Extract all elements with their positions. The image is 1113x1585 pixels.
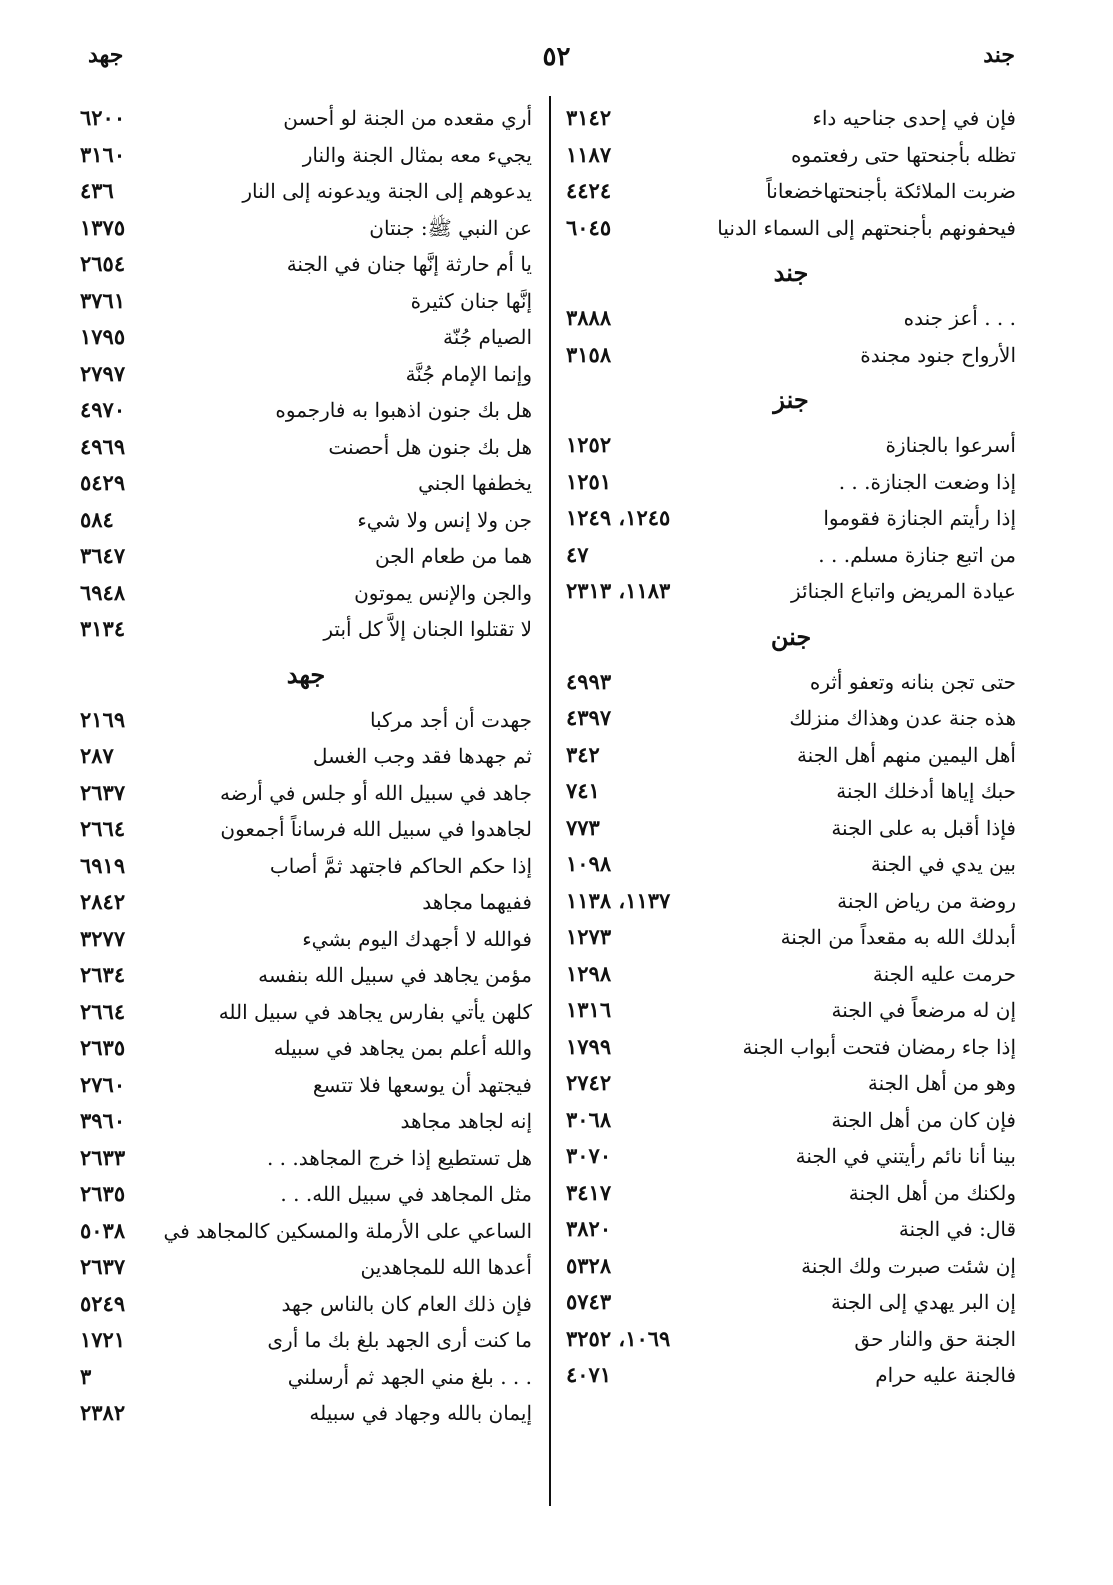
index-entry	[80, 538, 532, 575]
index-entry	[566, 464, 1016, 501]
entry-text: فيحفونهم بأجنحتهم إلى السماء الدنيا	[717, 215, 1016, 240]
entry-text: إذا رأيتم الجنازة فقوموا	[823, 506, 1016, 530]
entry-text: وهو من أهل الجنة	[867, 1071, 1016, 1095]
index-entry	[566, 664, 1016, 701]
entry-text: لا تقتلوا الجنان إلاَّ كل أبتر	[323, 617, 532, 641]
index-entry	[566, 810, 1016, 847]
entry-reference: ١٣١٦	[566, 997, 612, 1022]
index-entry	[80, 1176, 532, 1213]
entry-text: . . . أعز جنده	[903, 306, 1016, 330]
entry-text: يا أم حارثة إنَّها جنان في الجنة	[286, 252, 532, 276]
entry-text: هل بك جنون هل أحصنت	[328, 434, 532, 459]
entry-text: هما من طعام الجن	[374, 544, 532, 568]
index-entry	[80, 994, 532, 1031]
entry-reference: ٢١٦٩	[80, 706, 126, 732]
index-entry	[566, 1284, 1016, 1321]
index-entry	[80, 811, 532, 848]
index-entry	[566, 773, 1016, 810]
entry-reference: ٣٧٦١	[80, 287, 126, 313]
entry-reference: ٤٤٢٤	[566, 178, 612, 203]
index-entry	[80, 210, 532, 247]
entry-text: حبك إياها أدخلك الجنة	[836, 779, 1016, 803]
entry-text: والله أعلم بمن يجاهد في سبيله	[273, 1036, 532, 1060]
index-entry	[80, 1359, 532, 1396]
entry-reference: ٤٩٦٩	[80, 433, 126, 459]
entry-reference: ٥٢٤٩	[80, 1290, 126, 1316]
entry-text: إذا حكم الحاكم فاجتهد ثمَّ أصاب	[269, 853, 532, 878]
entry-reference: ١٠٩٨	[566, 851, 612, 876]
index-entry	[566, 1102, 1016, 1139]
entry-reference: ٢٦٣٤	[80, 962, 126, 987]
entry-reference: ٢٦٣٥	[80, 1181, 126, 1206]
entry-text: قال: في الجنة	[898, 1217, 1016, 1241]
entry-reference: ٢٧٩٧	[80, 360, 126, 386]
entry-reference: ٢٦٦٤	[80, 998, 126, 1024]
entry-reference: ٢٦٥٤	[80, 251, 126, 276]
entry-reference: ١٢٥٢	[566, 432, 612, 457]
entry-reference: ٦٢٠٠	[80, 105, 126, 130]
entry-text: فإن في إحدى جناحيه داء	[812, 106, 1016, 130]
index-entry	[80, 429, 532, 466]
entry-text: إذا جاء رمضان فتحت أبواب الجنة	[742, 1034, 1016, 1059]
header-left-keyword: جهد	[88, 42, 124, 68]
entry-reference: ٥٠٣٨	[80, 1217, 126, 1243]
index-entry	[566, 1211, 1016, 1248]
index-entry	[566, 700, 1016, 737]
entry-reference: ٢٦٣٣	[80, 1144, 126, 1170]
entry-text: أسرعوا بالجنازة	[885, 433, 1016, 457]
entry-reference: ٦٩١٩	[80, 852, 126, 878]
index-entry	[80, 137, 532, 174]
entry-reference: ١٢٥١	[566, 468, 612, 494]
index-entry	[80, 738, 532, 775]
entry-reference: ٢٣٨٢	[80, 1400, 126, 1425]
index-entry	[80, 848, 532, 885]
entry-reference: ١٧٩٩	[566, 1033, 612, 1059]
entry-reference: ١٧٢١	[80, 1327, 126, 1352]
index-entry	[80, 884, 532, 921]
entry-reference: ٣٦٤٧	[80, 543, 126, 568]
section-heading: جنز	[773, 385, 809, 414]
entry-reference: ٣١٦٠	[80, 141, 126, 167]
entry-text: ففيهما مجاهد	[422, 890, 532, 914]
index-entry	[566, 846, 1016, 883]
entry-text: جاهد في سبيل الله أو جلس في أرضه	[219, 780, 532, 805]
page-number: ٥٢	[542, 42, 571, 72]
index-entry	[80, 246, 532, 283]
entry-text: إن له مرضعاً في الجنة	[831, 998, 1016, 1022]
entry-reference: ١٣٧٥	[80, 214, 126, 240]
index-entry	[566, 1321, 1016, 1358]
entry-reference: ٤٩٧٠	[80, 397, 126, 422]
entry-text: هل تستطيع إذا خرج المجاهد. . .	[266, 1145, 532, 1170]
index-entry	[566, 1175, 1016, 1212]
entry-reference: ٣	[80, 1363, 92, 1389]
entry-reference: ٢٨٧	[80, 743, 114, 768]
entry-reference: ٥٣٢٨	[566, 1252, 612, 1278]
index-entry	[566, 300, 1016, 337]
entry-text: جهدت أن أجد مركبا	[369, 707, 532, 732]
entry-reference: ٢٧٦٠	[80, 1071, 126, 1097]
entry-text: ولكنك من أهل الجنة	[848, 1180, 1016, 1205]
entry-text: وإنما الإمام جُنَّة	[405, 361, 532, 386]
entry-text: فإن ذلك العام كان بالناس جهد	[281, 1291, 532, 1316]
index-entry	[566, 1248, 1016, 1285]
entry-text: إن البر يهدي إلى الجنة	[831, 1290, 1016, 1314]
index-entry	[80, 1067, 532, 1104]
entry-reference: ٢٦٣٥	[80, 1035, 126, 1060]
index-entry	[80, 775, 532, 812]
entry-text: إن شئت صبرت ولك الجنة	[801, 1253, 1016, 1278]
entry-text: فالجنة عليه حرام	[875, 1363, 1016, 1387]
index-entry	[566, 956, 1016, 993]
entry-reference: ٣١٣٤	[80, 616, 126, 641]
index-entry	[80, 702, 532, 739]
entry-text: فإن كان من أهل الجنة	[831, 1107, 1016, 1132]
index-entry	[80, 921, 532, 958]
entry-text: . . . بلغ مني الجهد ثم أرسلني	[287, 1364, 532, 1389]
entry-reference: ٦٠٤٥	[566, 214, 612, 240]
entry-text: هذه جنة عدن وهذاك منزلك	[789, 706, 1016, 730]
left-column	[80, 100, 532, 1432]
index-entry	[566, 173, 1016, 210]
index-entry	[566, 992, 1016, 1029]
entry-text: الساعي على الأرملة والمسكين كالمجاهد في	[163, 1218, 532, 1243]
entry-text: لجاهدوا في سبيل الله فرساناً أجمعون	[220, 817, 532, 841]
entry-reference: ٥٤٢٩	[80, 470, 126, 495]
index-entry	[80, 465, 532, 502]
entry-reference: ٢٦٣٧	[80, 1254, 126, 1279]
entry-text: أهل اليمين منهم أهل الجنة	[796, 742, 1016, 767]
entry-reference: ١١٣٧، ١١٣٨	[566, 887, 671, 913]
index-entry	[80, 1213, 532, 1250]
entry-reference: ١٠٦٩، ٣٢٥٢	[566, 1325, 671, 1351]
entry-reference: ٦٩٤٨	[80, 579, 126, 605]
index-entry	[80, 1140, 532, 1177]
entry-reference: ٧٧٣	[566, 814, 600, 840]
entry-text: يدعوهم إلى الجنة ويدعونه إلى النار	[242, 179, 532, 203]
index-entry	[80, 356, 532, 393]
index-entry	[566, 427, 1016, 464]
entry-text: إذا وضعت الجنازة. . .	[838, 469, 1016, 494]
index-entry	[566, 337, 1016, 374]
entry-reference: ٤٣٦	[80, 178, 114, 203]
entry-reference: ٤٩٩٣	[566, 668, 612, 694]
entry-text: عيادة المريض واتباع الجنائز	[791, 579, 1016, 603]
index-entry	[566, 100, 1016, 137]
entry-reference: ١٢٤٥، ١٢٤٩	[566, 505, 671, 530]
entry-reference: ١١٨٧	[566, 141, 612, 167]
entry-text: عن النبي ﷺ: جنتان	[369, 215, 532, 240]
entry-text: فإذا أقبل به على الجنة	[831, 815, 1016, 840]
index-entry	[80, 611, 532, 648]
index-entry	[80, 575, 532, 612]
section-heading: جند	[773, 258, 809, 287]
entry-reference: ٣٤٢	[566, 741, 600, 767]
entry-reference: ٢٦٦٤	[80, 816, 126, 841]
index-entry	[566, 919, 1016, 956]
index-entry	[566, 500, 1016, 537]
entry-reference: ٣١٥٨	[566, 341, 612, 367]
entry-text: والجن والإنس يموتون	[354, 580, 532, 605]
entry-reference: ١١٨٣، ٢٣١٣	[566, 578, 671, 603]
entry-text: مؤمن يجاهد في سبيل الله بنفسه	[258, 963, 532, 987]
entry-reference: ٣١٤٢	[566, 105, 612, 130]
entry-reference: ١٧٩٥	[80, 324, 126, 349]
index-entry	[80, 100, 532, 137]
entry-reference: ٤٧	[566, 541, 589, 567]
page-header	[0, 42, 1113, 82]
entry-reference: ٥٧٤٣	[566, 1289, 612, 1314]
index-entry	[80, 283, 532, 320]
section-heading: جنن	[770, 621, 812, 651]
entry-text: إنَّها جنان كثيرة	[410, 288, 532, 313]
entry-text: ثم جهدها فقد وجب الغسل	[312, 744, 532, 768]
entry-reference: ٥٨٤	[80, 506, 114, 532]
index-entry	[566, 883, 1016, 920]
entry-reference: ٢٦٣٧	[80, 779, 126, 805]
entry-text: ضربت الملائكة بأجنحتهاخضعاناً	[766, 179, 1016, 203]
entry-reference: ٧٤١	[566, 778, 600, 803]
entry-reference: ٣٨٨٨	[566, 305, 612, 330]
entry-text: يجيء معه بمثال الجنة والنار	[302, 142, 532, 167]
index-entry	[566, 137, 1016, 174]
entry-text: يخطفها الجني	[418, 471, 532, 495]
entry-reference: ٣٢٧٧	[80, 925, 126, 951]
entry-text: إنه لجاهد مجاهد	[400, 1109, 532, 1133]
entry-text: روضة من رياض الجنة	[837, 888, 1016, 913]
entry-reference: ٢٧٤٢	[566, 1070, 612, 1095]
index-entry	[566, 537, 1016, 574]
entry-reference: ١٢٩٨	[566, 960, 612, 986]
entry-text: ما كنت أرى الجهد بلغ بك ما أرى	[267, 1328, 532, 1352]
index-entry	[80, 173, 532, 210]
index-entry	[80, 1395, 532, 1432]
entry-reference: ٣٩٦٠	[80, 1108, 126, 1133]
right-column	[566, 100, 1016, 1394]
entry-text: إيمان بالله وجهاد في سبيله	[309, 1401, 532, 1425]
entry-reference: ٤٣٩٧	[566, 705, 612, 730]
column-divider	[549, 96, 551, 1506]
index-entry	[80, 1030, 532, 1067]
entry-reference: ١٢٧٣	[566, 924, 612, 949]
header-right-keyword: جند	[983, 42, 1015, 68]
entry-text: حتى تجن بنانه وتعفو أثره	[809, 669, 1016, 694]
index-entry	[80, 1286, 532, 1323]
index-entry	[80, 1249, 532, 1286]
entry-text: حرمت عليه الجنة	[872, 961, 1016, 986]
entry-text: هل بك جنون اذهبوا به فارجموه	[275, 398, 532, 422]
index-entry	[80, 957, 532, 994]
entry-text: أري مقعده من الجنة لو أحسن	[283, 106, 532, 130]
index-entry	[566, 1029, 1016, 1066]
entry-text: بين يدي في الجنة	[870, 852, 1016, 876]
entry-text: تظله بأجنحتها حتى رفعتموه	[790, 142, 1016, 167]
entry-reference: ٣٤١٧	[566, 1179, 612, 1205]
index-entry	[80, 1103, 532, 1140]
entry-text: بينا أنا نائم رأيتني في الجنة	[795, 1144, 1016, 1168]
entry-text: من اتبع جنازة مسلم. . .	[818, 542, 1016, 567]
entry-text: الأرواح جنود مجندة	[860, 342, 1016, 367]
entry-text: جن ولا إنس ولا شيء	[357, 507, 532, 532]
entry-reference: ٤٠٧١	[566, 1362, 612, 1387]
entry-text: فيجتهد أن يوسعها فلا تتسع	[312, 1072, 532, 1097]
entry-reference: ٣٠٦٨	[566, 1106, 612, 1132]
index-entry	[566, 737, 1016, 774]
entry-text: أعدها الله للمجاهدين	[360, 1255, 532, 1279]
index-entry	[80, 1322, 532, 1359]
index-entry	[566, 573, 1016, 610]
entry-text: الجنة حق والنار حق	[854, 1326, 1016, 1351]
entry-text: فوالله لا أجهدك اليوم بشيء	[302, 926, 532, 951]
index-entry	[80, 319, 532, 356]
entry-text: الصيام جُنّة	[443, 325, 532, 349]
index-entry	[566, 1065, 1016, 1102]
entry-text: أبدلك الله به مقعداً من الجنة	[780, 925, 1016, 949]
entry-text: مثل المجاهد في سبيل الله. . .	[280, 1182, 532, 1206]
entry-reference: ٣٠٧٠	[566, 1143, 612, 1168]
index-entry	[566, 1138, 1016, 1175]
index-entry	[80, 502, 532, 539]
entry-text: كلهن يأتي بفارس يجاهد في سبيل الله	[218, 999, 532, 1024]
index-entry	[80, 392, 532, 429]
entry-reference: ٣٨٢٠	[566, 1216, 612, 1241]
index-entry	[566, 210, 1016, 247]
index-entry	[566, 1357, 1016, 1394]
section-heading: جهد	[286, 659, 326, 689]
entry-reference: ٢٨٤٢	[80, 889, 126, 914]
